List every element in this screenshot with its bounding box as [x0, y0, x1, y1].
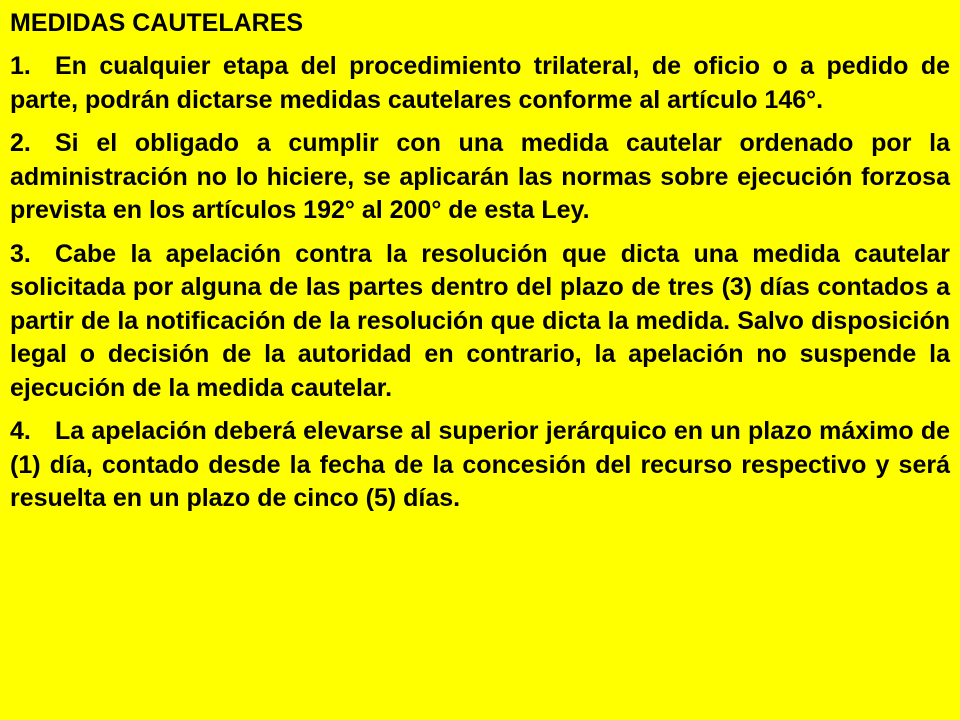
- paragraph-text: Si el obligado a cumplir con una medida cautelar ordenado por la administración no lo hiciere, se aplicarán las normas sobre ejecución forzosa prevista en los artículos 192° al 200° de esta Ley.: [10, 129, 950, 224]
- paragraph-text: En cualquier etapa del procedimiento trilateral, de oficio o a pedido de parte, podrán dictarse medidas cautelares conforme al artículo 146°.: [10, 52, 950, 114]
- paragraph-number: 1.: [10, 52, 31, 80]
- paragraph-text: La apelación deberá elevarse al superior jerárquico en un plazo máximo de (1) día, contado desde la fecha de la concesión del recurso respectivo y será resuelta en un plazo de cinco (5) días.: [10, 417, 950, 512]
- paragraph-1: [10, 50, 950, 117]
- paragraph-2: [10, 127, 950, 228]
- paragraph-3: [10, 238, 950, 406]
- paragraph-number: 3.: [10, 239, 31, 268]
- paragraph-text: Cabe la apelación contra la resolución que dicta una medida cautelar solicitada por alguna de las partes dentro del plazo de tres (3) días contados a partir de la notificación de la resolución que dicta la medida. Salvo disposición legal o decisión de la autoridad en contrario, la apelación no suspende la ejecución de la medida cautelar.: [10, 239, 950, 402]
- paragraph-number: 4.: [10, 417, 31, 445]
- paragraph-number: 2.: [10, 129, 31, 157]
- paragraph-4: [10, 415, 950, 516]
- slide-title: MEDIDAS CAUTELARES: [10, 9, 304, 37]
